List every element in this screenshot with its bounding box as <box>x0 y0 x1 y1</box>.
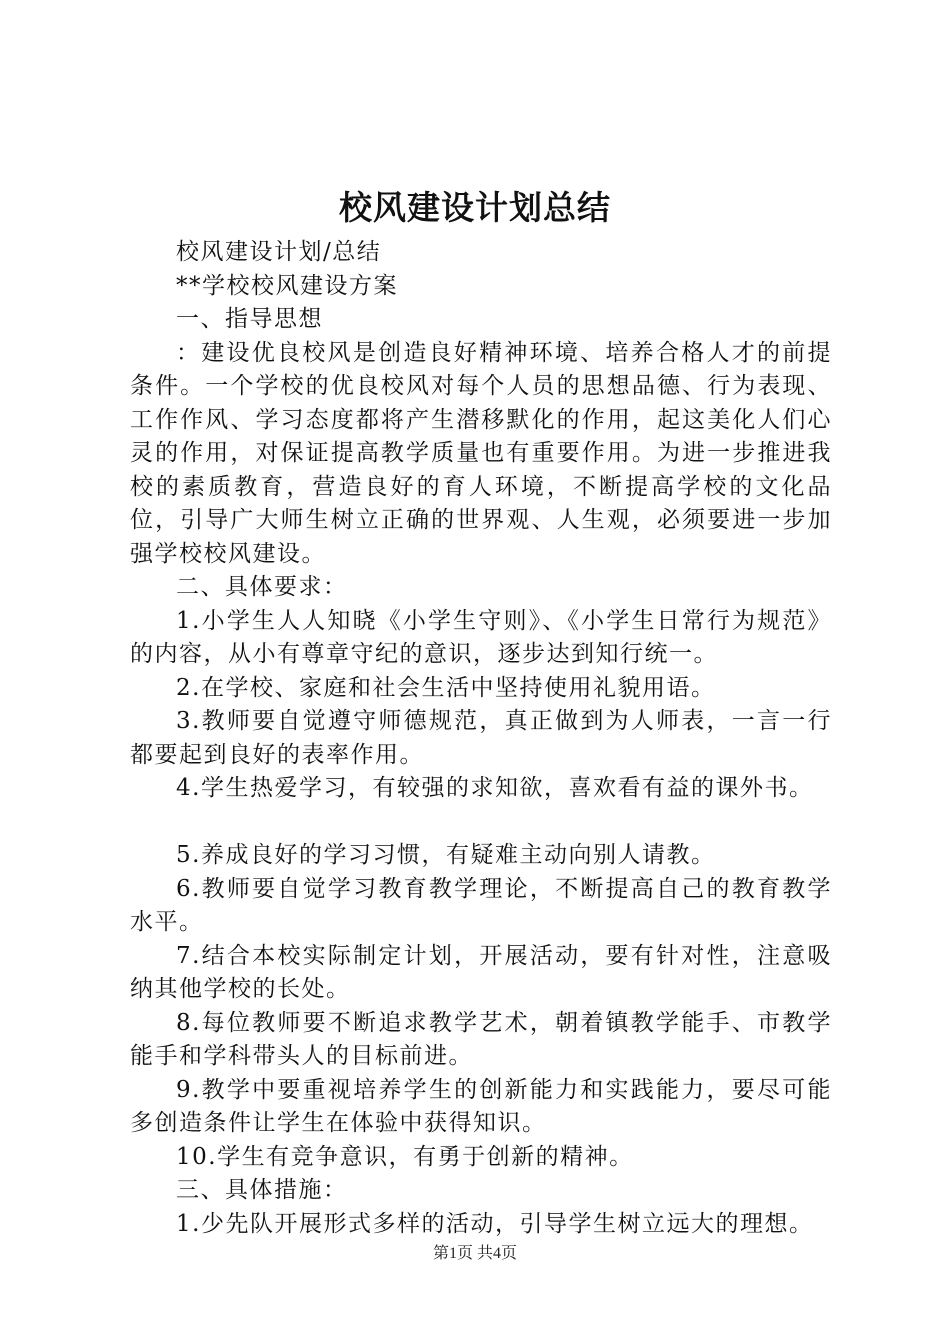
list-item: 2.在学校、家庭和社会生活中坚持使用礼貌用语。 <box>176 674 716 701</box>
section-heading: 一、指导思想 <box>176 306 323 332</box>
list-item: 10.学生有竞争意识，有勇于创新的精神。 <box>176 1143 634 1170</box>
list-item: 6.教师要自觉学习教育教学理论，不断提高自己的教育教学水平。 <box>130 875 832 935</box>
list-item: 5.养成良好的学习习惯，有疑难主动向别人请教。 <box>176 842 716 868</box>
document-body <box>130 236 832 1241</box>
paragraph: ：建设优良校风是创造良好精神环境、培养合格人才的前提条件。一个学校的优良校风对每个人员的思想品德、行为表现、工作作风、学习态度都将产生潜移默化的作用，起这美化人们心灵的作用，对保证提高教学质量也有重要作用。为进一步推进我校的素质教育，营造良好的育人环境，不断提高学校的文化品位，引导广大师生树立正确的世界观、人生观，必须要进一步加强学校校风建设。 <box>130 339 832 567</box>
list-item: 1.少先队开展形式多样的活动，引导学生树立远大的理想。 <box>176 1210 814 1237</box>
list-item: 4.学生热爱学习，有较强的求知欲，喜欢看有益的课外书。 <box>176 775 814 801</box>
blank-line <box>130 806 832 840</box>
section-heading: 二、具体要求： <box>176 574 348 600</box>
list-item: 3.教师要自觉遵守师德规范，真正做到为人师表，一言一行都要起到良好的表率作用。 <box>130 708 832 768</box>
list-item: 7.结合本校实际制定计划，开展活动，要有针对性，注意吸纳其他学校的长处。 <box>130 942 832 1002</box>
page-footer: 第1页 共4页 <box>432 1245 517 1262</box>
document-title: 校风建设计划总结 <box>339 188 611 227</box>
section-heading: 三、具体措施： <box>176 1177 348 1203</box>
list-item: 8.每位教师要不断追求教学艺术，朝着镇教学能手、市教学能手和学科带头人的目标前进。 <box>130 1009 832 1069</box>
list-item: 9.教学中要重视培养学生的创新能力和实践能力，要尽可能多创造条件让学生在体验中获得知识。 <box>130 1076 832 1136</box>
paragraph: **学校校风建设方案 <box>176 272 398 299</box>
list-item: 1.小学生人人知晓《小学生守则》、《小学生日常行为规范》的内容，从小有尊章守纪的意识，逐步达到知行统一。 <box>130 607 832 667</box>
paragraph: 校风建设计划/总结 <box>176 239 382 265</box>
